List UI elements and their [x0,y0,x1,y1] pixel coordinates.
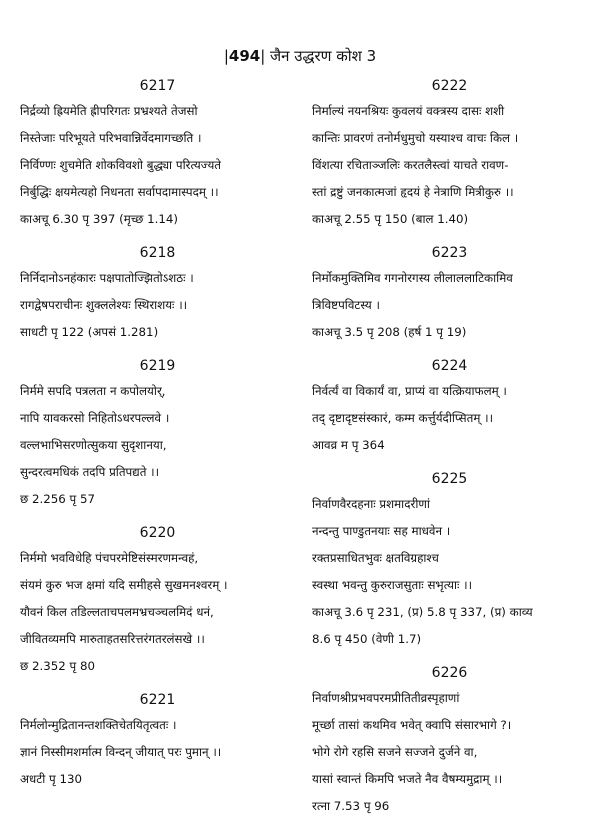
verse-entry [312,356,587,459]
verse-line: यासां स्वान्तं किमपि भजते नैव वैषम्यमुद्राम् ।। [312,772,503,786]
verse-line: निर्वर्त्यं वा विकार्यं वा, प्राप्यं वा यत्क्रियाफलम् । [312,384,507,398]
verse-line: नन्दन्तु पाण्डुतनयाः सह माधवेन । [312,524,451,538]
verse-number: 6223 [431,245,468,261]
verse-line: विंशत्या रचिताञ्जलिः करतलैस्त्वां याचते रावण- [312,158,509,172]
verse-number: 6218 [139,245,176,261]
verse-number: 6222 [431,78,468,94]
verse-line: स्वस्था भवन्तु कुरुराजसुताः सभृत्याः ।। [312,578,473,592]
verse-entry [312,469,587,653]
verse-reference: 8.6 पृ 450 (वेणी 1.7) [312,632,422,646]
verse-number: 6226 [431,665,468,681]
verse-line: ज्ञानं निस्सीमशर्मात्म विन्दन् जीयात् परः पुमान् ।। [20,745,222,759]
verse-line: जीवितव्यमपि मारुताहतसरित्तरंगतरलंसखे ।। [20,632,205,646]
verse-line: निर्द्रव्यो ह्रियमेति ह्रीपरिगतः प्रभ्रश्यते तेजसो [20,104,198,118]
verse-entry [20,76,295,233]
verse-line: त्रिविष्टपविटस्य । [312,298,380,312]
verse-line: निर्वाणवैरदहनाः प्रशमादरीणां [312,497,430,511]
verse-line: निर्ममे सपदि पत्रलता न कपोलयोर्, [20,384,166,398]
verse-line: निर्बुद्धिः क्षयमेत्यहो निधनता सर्वापदामास्पदम् ।। [20,185,219,199]
verse-line: भोगे रोगे रहसि सजने सज्जने दुर्जने वा, [312,745,478,759]
verse-reference: काअचू 3.6 पृ 231, (प्र) 5.8 पृ 337, (प्र) काव्य [312,605,533,619]
verse-reference: छ 2.256 पृ 57 [20,492,96,506]
verse-line: सुन्दरत्वमधिकं तदपि प्रतिपद्यते ।। [20,465,160,479]
book-title: जैन उद्धरण कोश 3 [270,47,377,65]
verse-entry [20,243,295,346]
verse-line: रक्तप्रसाधितभुवः क्षतविग्रहाश्च [312,551,439,565]
verse-entry [312,663,587,820]
verse-number: 6217 [139,78,176,94]
verse-line: वल्लभाभिसरणोत्सुकया सुदृशानया, [20,438,167,452]
verse-entry [20,356,295,513]
verse-line: निर्माल्यं नयनश्रियः कुवलयं वक्त्रस्य दासः शशी [312,104,505,118]
verse-line: संयमं कुरु भज क्षमां यदि समीहसे सुखमनश्वरम् । [20,578,228,592]
right-column [312,76,587,830]
verse-line: यौवनं किल तडिल्लताचपलमभ्रचञ्चलमिदं धनं, [20,605,214,619]
verse-reference: अधटी पृ 130 [20,772,82,786]
page-header: |494| जैन उद्धरण कोश 3 [223,47,377,65]
verse-entry [20,523,295,680]
verse-reference: छ 2.352 पृ 80 [20,659,96,673]
verse-line: निर्वाणश्रीप्रभवपरमप्रीतितीव्रस्पृहाणां [312,691,460,705]
verse-line: निस्तेजाः परिभूयते परिभवान्निर्वेदमागच्छति । [20,131,202,145]
verse-entry [20,690,295,793]
verse-reference: काअचू 2.55 पृ 150 (बाल 1.40) [312,212,469,226]
verse-number: 6221 [139,692,176,708]
verse-number: 6219 [139,358,176,374]
verse-line: तद् दृष्टादृष्टसंस्कारं, कम्म कर्त्तुर्यदीप्सितम् ।। [312,411,494,425]
verse-reference: साधटी पृ 122 (अपसं 1.281) [20,325,159,339]
verse-line: स्तां द्रष्टुं जनकात्मजां हृदयं हे नेत्राणि मित्रीकुरु ।। [312,185,514,199]
verse-line: निर्विण्णः शुचमेति शोकविवशो बुद्ध्या परित्यज्यते [20,158,222,172]
verse-line: मूर्च्छा तासां कथमिव भवेत् क्वापि संसारभागे ?। [312,718,512,732]
verse-reference: काअचू 3.5 पृ 208 (हर्ष 1 पृ 19) [312,325,467,339]
verse-reference: काअचू 6.30 पृ 397 (मृच्छ 1.14) [20,212,178,226]
verse-reference: रत्ना 7.53 पृ 96 [312,799,390,813]
left-column [20,76,295,803]
verse-line: रागद्वेषपराचीनः शुक्ललेश्यः स्थिराशयः ।। [20,298,188,312]
verse-line: निर्निदानोऽनहंकारः पक्षपातोज्झितोऽशठः । [20,271,194,285]
verse-line: निर्मोकमुक्तिमिव गगनोरगस्य लीलाललाटिकामिव [312,271,513,285]
verse-number: 6224 [431,358,468,374]
page-number: 494 [228,47,261,65]
verse-number: 6225 [431,471,468,487]
verse-reference: आवव्र म पृ 364 [312,438,385,452]
verse-line: निर्मलोन्मुद्रितानन्तशक्तिचेतयितृत्वतः । [20,718,177,732]
verse-line: नापि यावकरसो निहितोऽधरपल्लवे । [20,411,170,425]
verse-entry [312,243,587,346]
verse-number: 6220 [139,525,176,541]
verse-entry [312,76,587,233]
verse-line: निर्ममो भवविधेहि पंचपरमेष्टिसंस्मरणमन्वहं, [20,551,199,565]
verse-line: कान्तिः प्रावरणं तनोर्मधुमुचो यस्याश्च वाचः किल । [312,131,519,145]
